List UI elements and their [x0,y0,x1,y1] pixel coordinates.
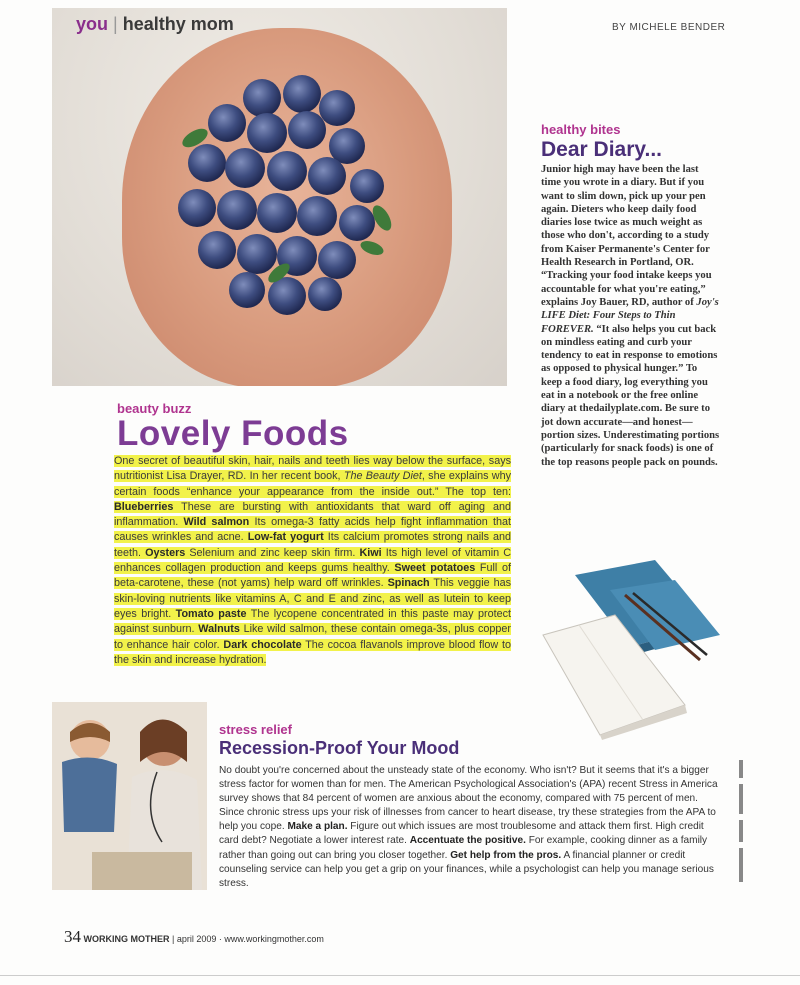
food-name: Kiwi [359,546,382,559]
food-name: Oysters [145,546,186,559]
stress-kicker: stress relief [219,722,292,737]
stress-tip-1: Make a plan. [287,821,348,833]
food-name: Low-fat yogurt [247,531,324,544]
issue-date: april 2009 [176,934,217,944]
page-number: 34 [64,927,81,946]
stress-body [219,764,719,891]
beauty-intro-text: One secret of beautiful skin, hair, nails and teeth lies way below the surface, says nutritionist Lisa Drayer, RD. In her recent book, [114,455,511,483]
diary-text-1: Junior high may have been the last time you wrote in a diary. But if you want to slim down, pick up your pen again. Dieters who keep daily food diaries lose twice as much weight as those who don't, according to a study from Kaiser Permanente's Center for Health Research in Portland, OR. “Tracking your food intake keeps you accountable for what you're eating,” explains Joy Bauer, RD, author of [541,164,712,308]
diary-title: Dear Diary... [541,138,663,161]
bottom-rule [0,975,800,976]
beauty-kicker: beauty buzz [117,401,192,416]
diary-text-2: “It also helps you cut back on mindless eating and curb your tendency to eat in response to emotions as opposed to physical hunger.” To keep a food diary, log everything you eat in a notebook or the free online diary at thedailyplate.com. Be sure to jot down accurate—and honest—portion sizes. Underestimating portions (particularly for snack foods) is one of the top reasons people pack on pounds. [541,323,720,468]
food-description: The lycopene concentrated in this paste may protect against sunburn. [114,607,511,636]
beauty-title: Lovely Foods [117,414,349,453]
food-name: Blueberries [114,500,174,513]
food-name: Dark chocolate [223,638,302,651]
food-description: Full of beta-carotene, these (not yams) help ward off wrinkles. [114,562,511,590]
stress-tip-2: Accentuate the positive. [409,835,526,847]
mother-child-photo [52,702,207,890]
diary-body [541,163,721,469]
beauty-body [114,454,511,668]
food-name: Spinach [387,577,430,590]
food-name: Sweet potatoes [394,562,476,575]
stress-text-4: A financial planner or credit counseling service can help you get a grip on your finances, while a psychologist can help you manage serious stress. [219,849,714,889]
diary-book-title: Joy's LIFE Diet: Four Steps to Thin FOREVER. [541,296,719,335]
food-name: Walnuts [198,623,240,636]
section-name: healthy mom [122,14,234,34]
magazine-name: WORKING MOTHER [83,934,170,944]
stress-tip-3: Get help from the pros. [450,849,562,861]
stress-text-3: For example, cooking dinner as a family rather than going out can bring you closer together. [219,835,708,861]
section-prefix: you [76,14,109,34]
blueberries-photo [52,8,507,386]
beauty-intro [114,455,511,666]
food-description: This veggie has skin-loving nutrients like vitamins A, C and E and zinc, as well as lutein to keep eyes bright. [114,577,511,620]
food-description: Its calcium promotes strong nails and teeth. [114,531,512,559]
food-description: Selenium and zinc keep skin firm. [185,546,360,559]
food-list [114,501,511,666]
stress-text-1: No doubt you're concerned about the unsteady state of the economy. Who isn't? But it seems that it's a bigger stress factor for women than for men. The American Psychological Association's (APA) recent Stress in America survey shows that 84 percent of women are anxious about the economy, compared with 75 percent of men. Since chronic stress ups your risk of illnesses from cancer to heart disease, try these strategies from the APA to help you cope. [219,765,718,833]
food-name: Tomato paste [175,607,247,620]
diaries-photo [535,555,725,740]
photo-credit-strip [735,760,747,900]
beauty-book-title: The Beauty Diet [343,470,422,483]
mother-child-illustration [52,702,207,890]
food-description: Its omega-3 fatty acids help fight inflammation that causes wrinkles and acne. [114,516,512,544]
food-description: Its high level of vitamin C enhances collagen production and keeps gums healthy. [114,546,512,575]
stress-title: Recession-Proof Your Mood [219,738,460,758]
diary-kicker: healthy bites [541,122,621,137]
byline: BY MICHELE BENDER [612,22,726,33]
magazine-url[interactable]: www.workingmother.com [224,934,324,944]
food-description: The cocoa flavanols improve blood flow to the skin and increase hydration. [114,638,511,666]
section-tag: you | healthy mom [76,14,234,34]
stress-text-2: Figure out which issues are most troublesome and attack them first. High credit card debt? Negotiate a lower interest rate. [219,821,704,847]
beauty-intro-text-2: , she explains why certain foods “enhance your appearance from the inside out.” The top ten: [114,470,511,498]
page-footer: 34 WORKING MOTHER | april 2009 · www.workingmother.com [64,927,324,946]
blueberries-illustration [167,68,407,318]
food-description: Like wild salmon, these contain omega-3s, plus copper to enhance hair color. [114,623,511,651]
food-name: Wild salmon [183,516,250,529]
food-description: These are bursting with antioxidants that ward off aging and inflammation. [114,500,511,529]
